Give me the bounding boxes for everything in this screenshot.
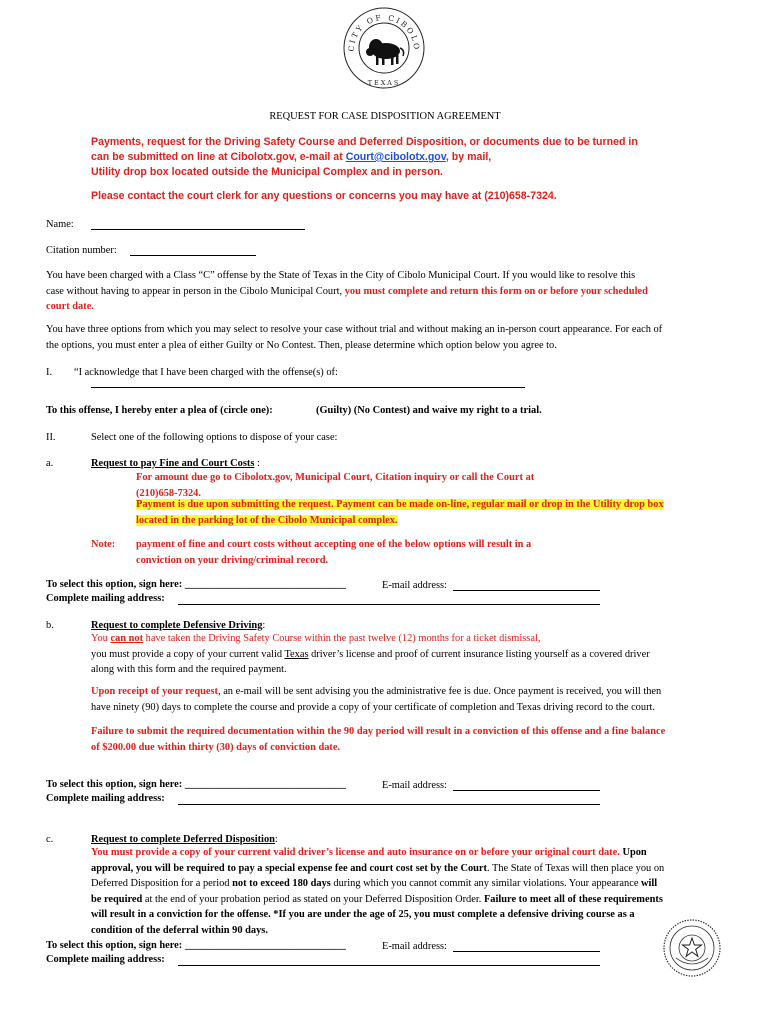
option-b-can-not: can not (110, 633, 144, 644)
option-c-heading-suffix: : (274, 834, 278, 845)
option-a-amount-line-2: (210)658-7324. (136, 487, 201, 499)
option-b-body (91, 631, 741, 678)
option-c-line-4c: Failure to meet all of these requirements (483, 893, 663, 905)
option-a-note-label: Note: (91, 539, 116, 550)
option-c-line-5: will result in a conviction for the offense. *If you are under the age of 25, you must complete a defensive driving course as a (91, 909, 635, 920)
option-b-line-1 (91, 631, 741, 647)
notice-line-1: Payments, request for the Driving Safety Course and Deferred Disposition, or documents due to be turned in (91, 136, 638, 148)
intro-line-3: court date. (46, 301, 94, 312)
option-c-line-2b: . The State of Texas will then place you on (487, 862, 665, 874)
option-a-mailing-label: Complete mailing address: (46, 593, 165, 604)
option-c-line-1a: You must provide a copy of your current valid driver’s license and auto insurance on or before your original court date. (91, 847, 620, 858)
option-a-heading-text: Request to pay Fine and Court Costs (91, 458, 255, 469)
options-intro-line-2: the options, you must enter a plea of either Guilty or No Contest. Then, please determine which option below you agree to. (46, 339, 557, 351)
option-c-line-1 (91, 845, 741, 861)
option-c-line-3c: during which you cannot commit any similar violations. Your appearance (330, 878, 642, 889)
option-a-payment-line-2: located in the parking lot of the Cibolo Municipal complex. (136, 514, 398, 526)
citation-field[interactable] (130, 255, 256, 256)
name-field[interactable] (91, 229, 305, 230)
option-b-line-1a: You (91, 633, 111, 644)
option-a-amount-line-1: For amount due go to Cibolotx.gov, Municipal Court, Citation inquiry or call the Court at (136, 472, 535, 483)
option-b-letter: b. (46, 620, 54, 631)
option-b-failure-line-1: Failure to submit the required documentation within the 90 day period will result in a conviction of this offense and a fine balance (91, 726, 666, 737)
options-intro (46, 322, 736, 353)
notice-line-2-text: can be submitted on line at Cibolotx.gov, e-mail at (91, 151, 346, 163)
option-b-sign-label (46, 778, 346, 792)
plea-choices[interactable]: (Guilty) (No Contest) and waive my right to a trial. (316, 405, 542, 416)
option-c-email-field[interactable] (453, 951, 600, 952)
offense-field[interactable] (91, 387, 525, 388)
option-c-line-3d: will (641, 878, 658, 889)
section-1-text: “I acknowledge that I have been charged with the offense(s) of: (74, 367, 338, 378)
option-a-sign-text: To select this option, sign here: (46, 579, 185, 590)
option-b-receipt (91, 684, 741, 715)
section-2-numeral: II. (46, 432, 56, 443)
notice-line-3: Utility drop box located outside the Municipal Complex and in person. (91, 166, 443, 178)
option-c-mailing-field[interactable] (178, 965, 600, 966)
option-a-letter: a. (46, 458, 54, 469)
seal-bottom-text: TEXAS (367, 79, 401, 87)
contact-notice: Please contact the court clerk for any questions or concerns you may have at (210)658-7324. (91, 190, 557, 202)
option-a-payment-line-1: Payment is due upon submitting the request. Payment can be made on-line, regular mail or drop in the Utility drop box (136, 499, 664, 510)
option-c-line-3a: Deferred Disposition for a period (91, 878, 233, 889)
seal-ring-text: CITY OF CIBOLO (346, 12, 422, 52)
option-b-heading-suffix: : (262, 620, 266, 631)
intro-line-2-text: case without having to appear in person in the Cibolo Municipal Court, (46, 285, 345, 297)
option-c-line-1b: Upon (619, 847, 647, 858)
option-b-line-1c: have taken the Driving Safety Course within the past twelve (12) months for a ticket dismissal, (143, 633, 541, 644)
option-c-body (91, 845, 741, 938)
option-c-line-3b: not to exceed 180 days (232, 878, 331, 889)
options-intro-line-1: You have three options from which you may select to resolve your case without trial and without making an in-person court appearance. For each of (46, 324, 663, 335)
option-b-receipt-line-2: have ninety (90) days to complete the course and provide a copy of your certificate of completion and Texas driving record to the court. (91, 701, 656, 713)
court-email-link[interactable]: Court@cibolotx.gov (345, 151, 446, 163)
option-b-line-2c: driver’s license and proof of current insurance listing yourself as a covered driver (308, 648, 650, 660)
city-seal (342, 6, 426, 90)
option-b-receipt-lead: Upon receipt of your request (91, 686, 218, 697)
option-b-line-2 (91, 647, 741, 663)
option-c-heading-text: Request to complete Deferred Disposition (91, 834, 275, 845)
option-b-mailing-field[interactable] (178, 804, 600, 805)
option-c-line-4a: be required (91, 893, 143, 905)
option-b-receipt-line-1 (91, 684, 741, 700)
option-b-mailing-label: Complete mailing address: (46, 793, 165, 804)
intro-paragraph (46, 268, 736, 315)
option-b-receipt-text: , an e-mail will be sent advising you the administrative fee is due. Once payment is received, you will then (218, 686, 662, 697)
option-c-letter: c. (46, 834, 54, 845)
option-a-note (136, 537, 531, 568)
option-c-sign-text: To select this option, sign here: (46, 940, 185, 951)
option-a-note-line-1: payment of fine and court costs without accepting one of the below options will result in a (136, 539, 532, 550)
notice-line-2-end: , by mail, (445, 151, 492, 163)
option-b-heading-text: Request to complete Defensive Driving (91, 620, 263, 631)
option-a-note-line-2: conviction on your driving/criminal record. (136, 554, 329, 566)
option-b-signature-field[interactable]: _______________________________ (184, 779, 346, 790)
form-title: REQUEST FOR CASE DISPOSITION AGREEMENT (269, 111, 501, 122)
option-c-signature-field[interactable]: _______________________________ (184, 940, 346, 951)
city-seal-graphic (342, 6, 426, 90)
option-a-payment (136, 497, 664, 528)
citation-label: Citation number: (46, 245, 117, 256)
option-b-email-label: E-mail address: (382, 780, 447, 791)
intro-line-1: You have been charged with a Class “C” offense by the State of Texas in the City of Cibolo Municipal Court. If you would like to resolve this (46, 270, 636, 281)
option-b-failure (91, 724, 741, 755)
option-a-sign-label (46, 578, 346, 592)
option-c-line-2 (91, 861, 741, 877)
option-b-failure-line-2: of $200.00 due within thirty (30) days of conviction date. (91, 741, 341, 753)
option-c-line-6: condition of the deferral within 90 days. (91, 924, 268, 936)
option-c-line-4 (91, 892, 741, 908)
buffalo-icon (366, 39, 404, 65)
option-b-email-field[interactable] (453, 790, 600, 791)
intro-deadline-text: you must complete and return this form on or before your scheduled (344, 285, 648, 297)
option-a-email-field[interactable] (453, 590, 600, 591)
section-2-text: Select one of the following options to dispose of your case: (91, 432, 338, 443)
option-c-sign-label (46, 939, 346, 953)
notice-line-2 (91, 150, 638, 165)
option-a-signature-field[interactable]: _______________________________ (184, 579, 346, 590)
intro-line-2 (46, 284, 736, 300)
option-b-sign-text: To select this option, sign here: (46, 779, 185, 790)
option-b-line-3: along with this form and the required payment. (91, 664, 287, 675)
option-c-mailing-label: Complete mailing address: (46, 954, 165, 965)
section-1-numeral: I. (46, 367, 53, 378)
option-b-line-2a: you must provide a copy of your current valid (91, 648, 285, 660)
name-label: Name: (46, 219, 74, 230)
option-b-texas: Texas (284, 648, 309, 660)
texas-seal-icon (662, 918, 722, 978)
option-c-line-2a: approval, you will be required to pay a special expense fee and court cost set by the Court (91, 862, 487, 874)
submission-notice (91, 135, 638, 180)
option-c-line-3 (91, 876, 741, 892)
option-a-mailing-field[interactable] (178, 604, 600, 605)
texas-seal (662, 918, 722, 978)
option-a-email-label: E-mail address: (382, 580, 447, 591)
option-c-line-4b: at the end of your probation period as stated on your Deferred Disposition Order. (142, 893, 484, 905)
option-c-email-label: E-mail address: (382, 941, 447, 952)
option-a-heading-suffix: : (254, 458, 260, 469)
plea-label: To this offense, I hereby enter a plea of (circle one): (46, 405, 273, 416)
